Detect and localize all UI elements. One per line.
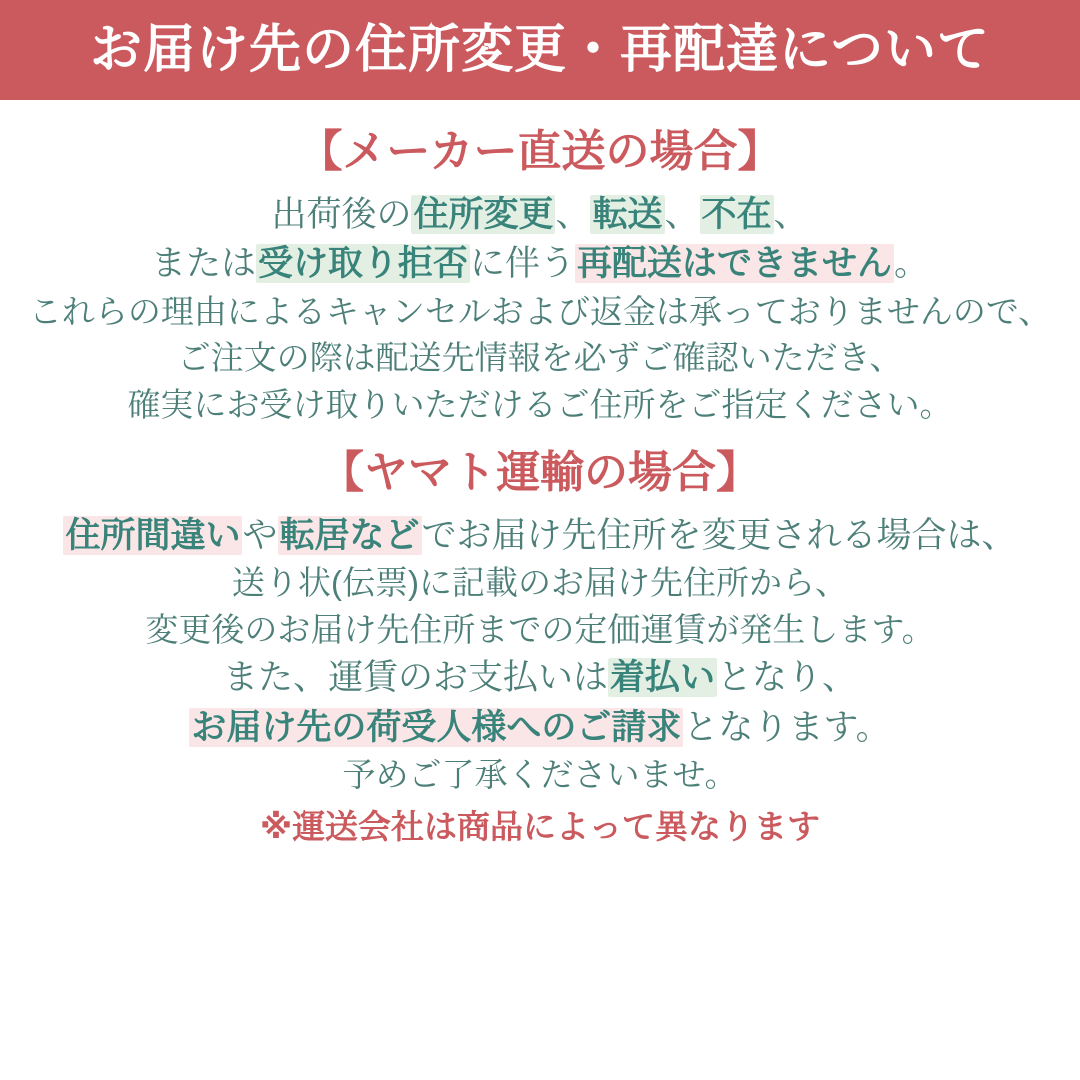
highlight-span: 不在 — [701, 195, 772, 234]
notice-line: これらの理由によるキャンセルおよび返金は承っておりませんので、 — [28, 292, 1052, 330]
highlight-span: 着払い — [609, 658, 715, 698]
highlight-span: 受け取り拒否 — [257, 244, 468, 284]
notice-line: 送り状(伝票)に記載のお届け先住所から、 — [232, 564, 848, 602]
notice-line: ご注文の際は配送先情報を必ずご確認いただき、 — [177, 339, 903, 377]
text-span: また、運賃のお支払いは — [222, 658, 608, 698]
text-span: 、 — [773, 195, 809, 234]
section-heading: 【メーカー直送の場合】 — [298, 127, 782, 176]
page-title: お届け先の住所変更・再配達について — [90, 21, 990, 79]
highlight-span: 再配送はできません — [577, 244, 893, 284]
notice-line — [18, 654, 1062, 701]
notice-line — [18, 704, 1062, 751]
text-span: 、 — [555, 195, 591, 234]
section-heading: 【ヤマト運輸の場合】 — [320, 448, 760, 498]
text-span: 、 — [664, 195, 700, 234]
highlight-span: 転居など — [279, 516, 420, 556]
text-span: となります。 — [683, 707, 891, 747]
text-span: や — [242, 516, 278, 556]
text-span: でお届け先住所を変更される場合は、 — [421, 516, 1017, 556]
section-yamato — [18, 445, 1062, 797]
header-band — [0, 0, 1080, 100]
notice-line: 確実にお受け取りいただけるご住所をご指定ください。 — [127, 385, 953, 423]
footer-note: ※運送会社は商品によって異なります — [259, 807, 821, 845]
section-maker-direct — [18, 124, 1062, 427]
highlight-span: 住所変更 — [413, 195, 554, 234]
notice-line — [18, 240, 1062, 287]
highlight-span: 住所間違い — [65, 516, 241, 556]
notice-line — [18, 512, 1062, 559]
text-span: 出荷後の — [271, 195, 412, 234]
highlight-span: お届け先の荷受人様へのご請求 — [191, 707, 682, 747]
highlight-span: 転送 — [592, 195, 663, 234]
notice-line: 予めご了承くださいませ。 — [342, 755, 738, 793]
notice-content — [0, 100, 1080, 848]
text-span: となり、 — [717, 658, 858, 698]
text-span: 。 — [894, 244, 930, 284]
text-span: または — [150, 244, 256, 284]
text-span: に伴う — [469, 244, 575, 284]
notice-line: 変更後のお届け先住所までの定価運賃が発生します。 — [145, 610, 935, 648]
notice-line — [18, 191, 1062, 238]
spacer — [18, 429, 1062, 435]
